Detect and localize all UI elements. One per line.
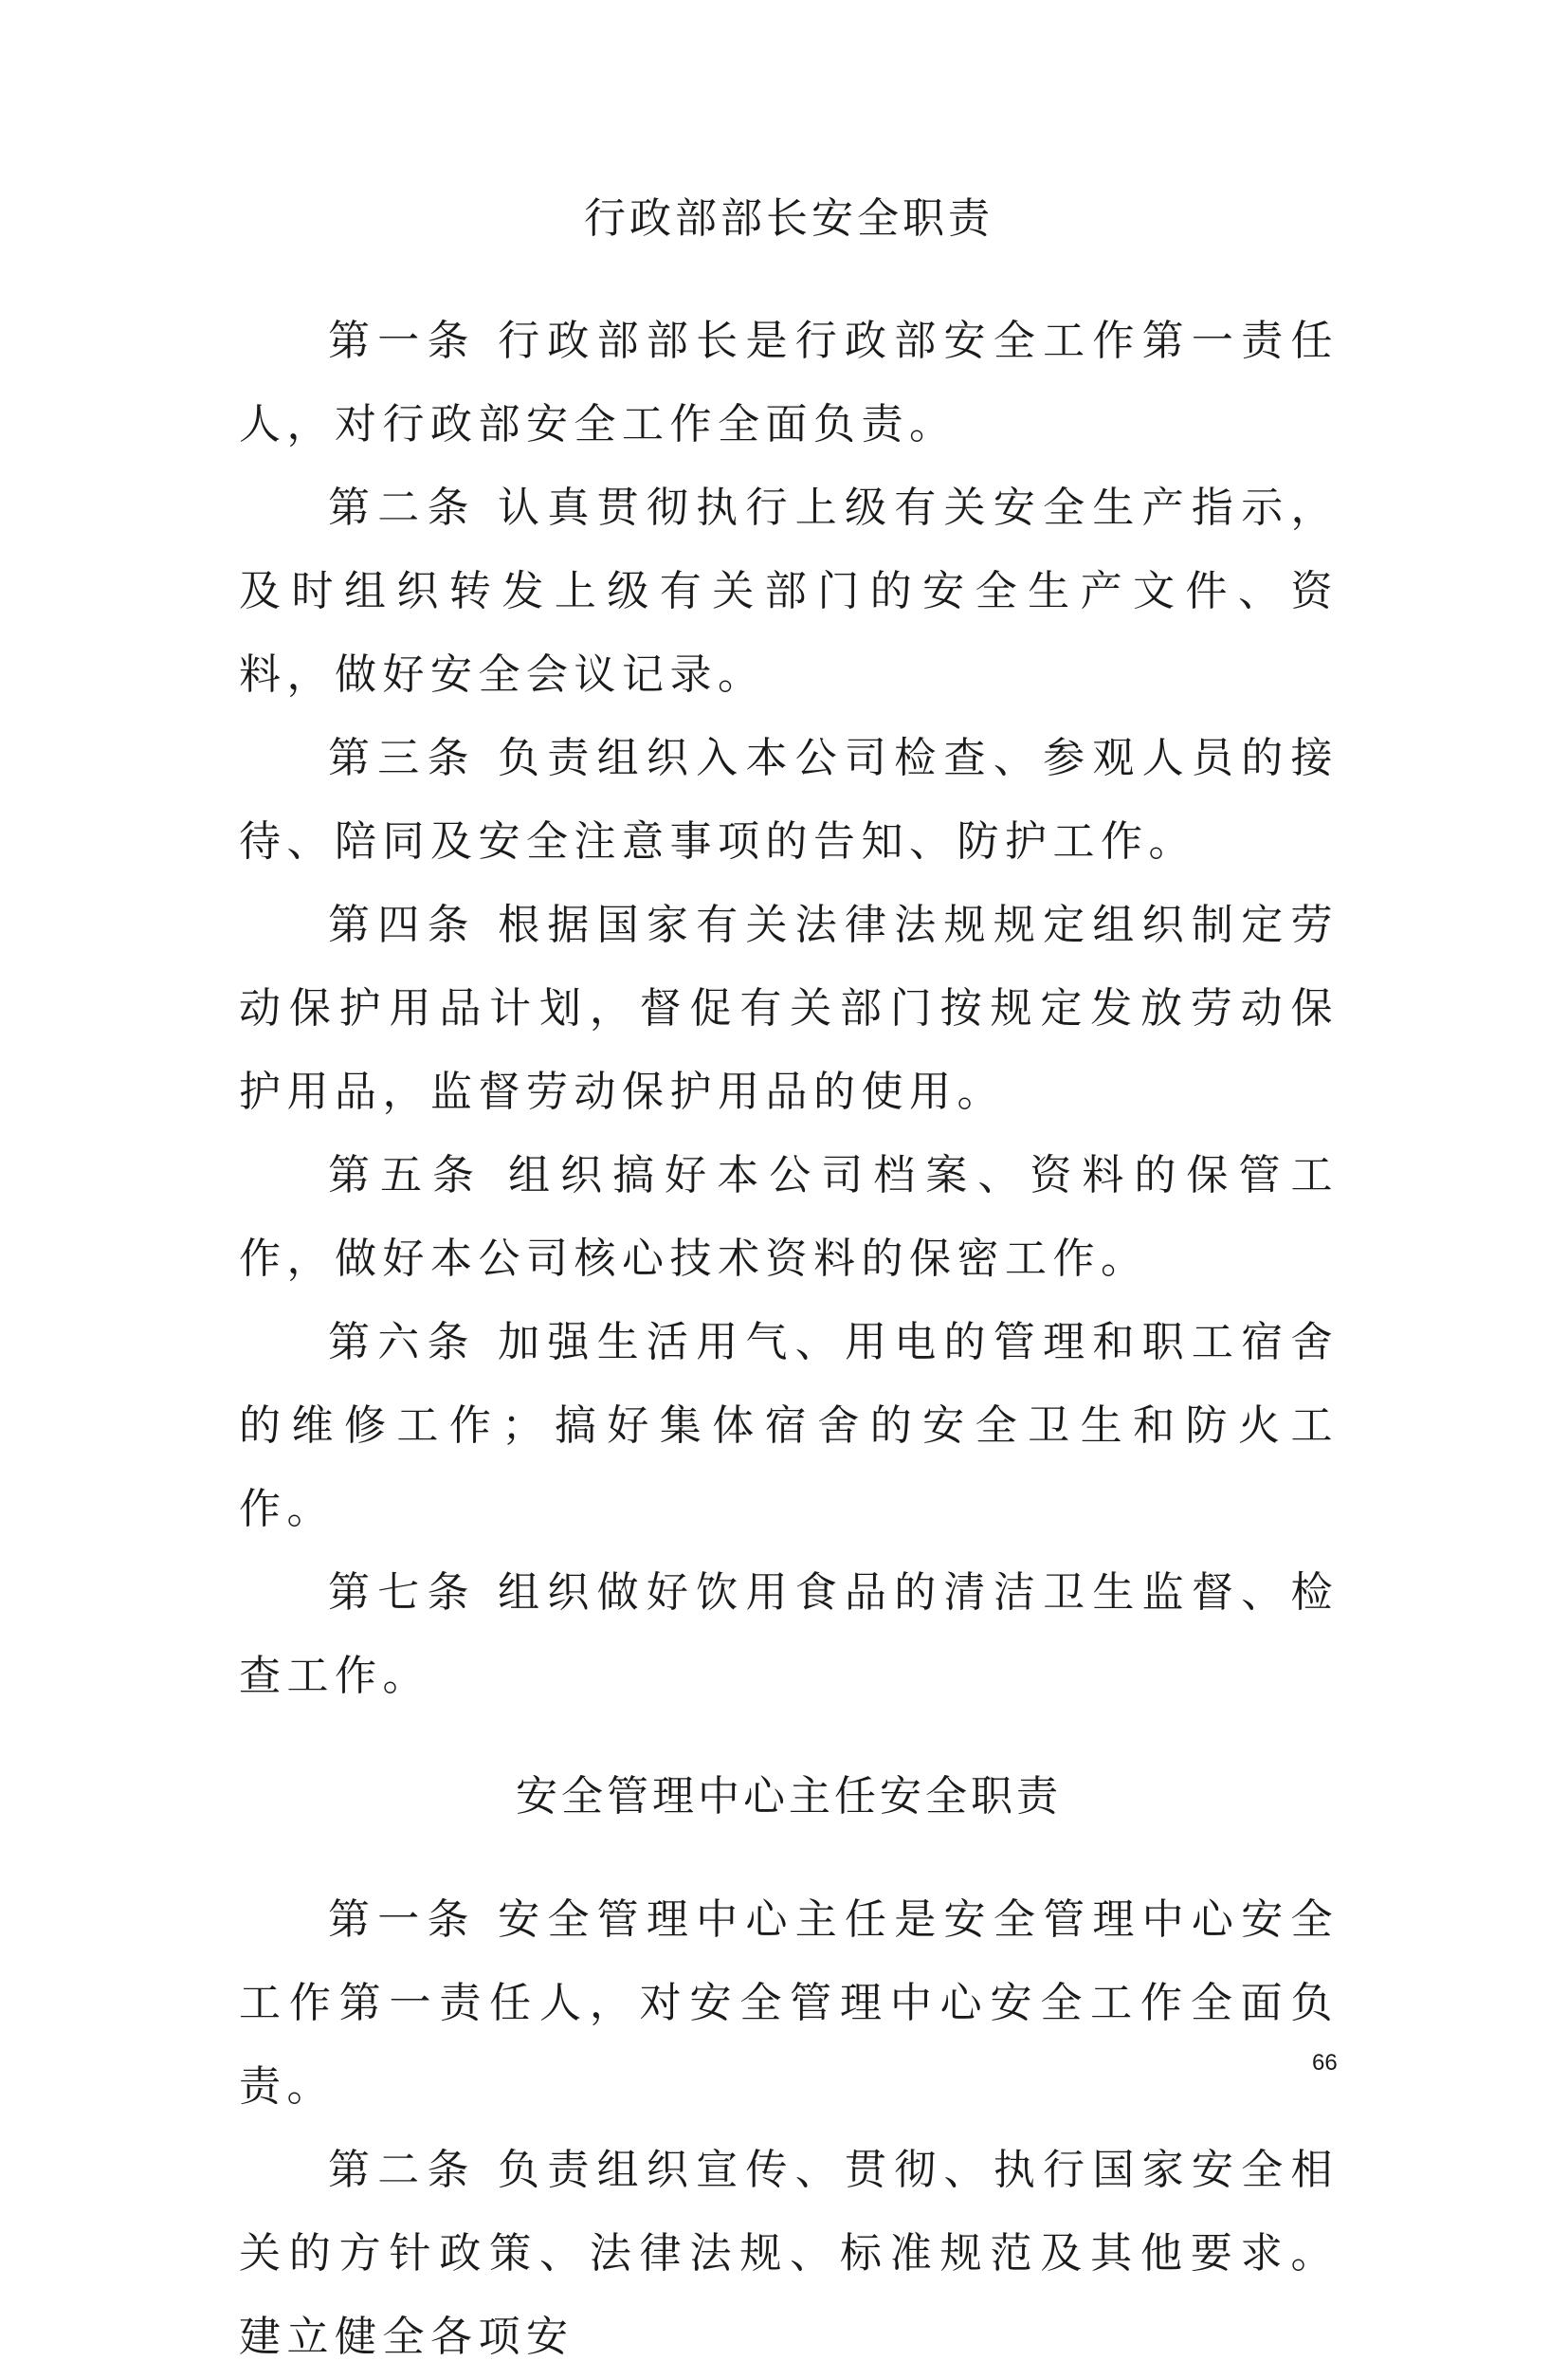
section-admin-head-duties <box>239 190 1339 1718</box>
article-3: 第三条 负责组织入本公司检查、参观人员的接待、陪同及安全注意事项的告知、防护工作。 <box>239 733 1339 866</box>
page-number: 66 <box>1312 2050 1338 2076</box>
section-title: 行政部部长安全职责 <box>584 194 994 243</box>
article-1: 第一条 安全管理中心主任是安全管理中心安全工作第一责任人，对安全管理中心安全工作全面负责。 <box>239 1895 1339 2112</box>
section-title: 安全管理中心主任安全职责 <box>516 1771 1062 1821</box>
document-page <box>239 190 1339 2379</box>
article-2: 第二条 负责组织宣传、贯彻、执行国家安全相关的方针政策、法律法规、标准规范及其他要求。建立健全各项安 <box>239 2146 1339 2362</box>
article-6: 第六条 加强生活用气、用电的管理和职工宿舍的维修工作；搞好集体宿舍的安全卫生和防火工作。 <box>239 1317 1339 1533</box>
article-2: 第二条 认真贯彻执行上级有关安全生产指示，及时组织转发上级有关部门的安全生产文件、资料，做好安全会议记录。 <box>239 483 1339 699</box>
article-7: 第七条 组织做好饮用食品的清洁卫生监督、检查工作。 <box>239 1567 1339 1700</box>
article-5: 第五条 组织搞好本公司档案、资料的保管工作，做好本公司核心技术资料的保密工作。 <box>239 1150 1339 1283</box>
article-4: 第四条 根据国家有关法律法规规定组织制定劳动保护用品计划，督促有关部门按规定发放劳动保护用品，监督劳动保护用品的使用。 <box>239 900 1339 1116</box>
article-1: 第一条 行政部部长是行政部安全工作第一责任人，对行政部安全工作全面负责。 <box>239 316 1339 448</box>
section-safety-center-director-duties <box>239 1767 1339 2379</box>
